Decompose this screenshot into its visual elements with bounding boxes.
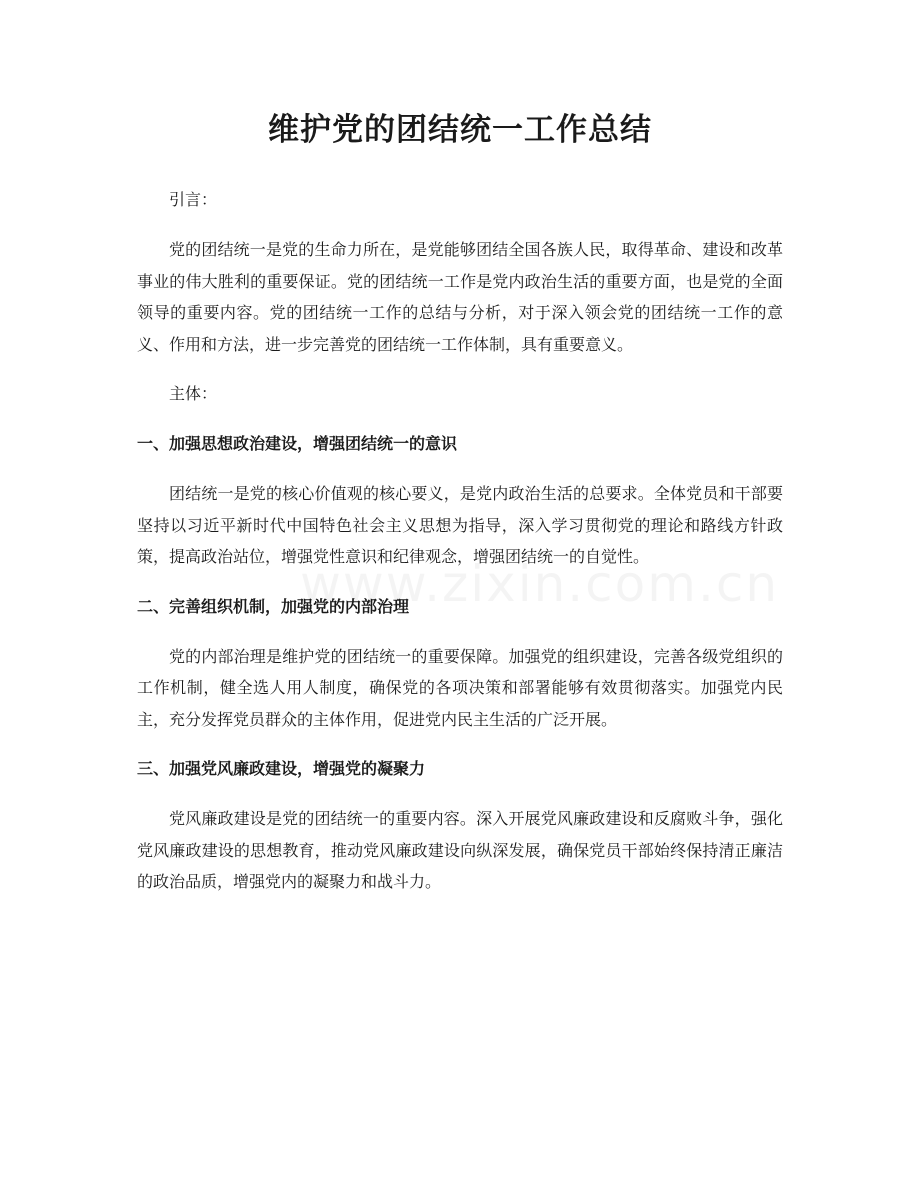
- section-heading: 三、加强党风廉政建设，增强党的凝聚力: [137, 759, 426, 778]
- intro-paragraph: 党的团结统一是党的生命力所在，是党能够团结全国各族人民，取得革命、建设和改革事业的伟大胜利的重要保证。党的团结统一工作是党内政治生活的重要方面，也是党的全面领导的重要内容。党的团结统一工作的总结与分析，对于深入领会党的团结统一工作的意义、作用和方法，进一步完善党的团结统一工作体制，具有重要意义。: [137, 240, 783, 354]
- section-heading: 二、完善组织机制，加强党的内部治理: [137, 596, 410, 616]
- section-paragraph: 党的内部治理是维护党的团结统一的重要保障。加强党的组织建设，完善各级党组织的工作机制，健全选人用人制度，确保党的各项决策和部署能够有效贯彻落实。加强党内民主，充分发挥党员群众的主体作用，促进党内民主生活的广泛开展。: [137, 646, 783, 729]
- document-body: [137, 184, 783, 916]
- section-2: [137, 591, 783, 736]
- section-paragraph: 党风廉政建设是党的团结统一的重要内容。深入开展党风廉政建设和反腐败斗争，强化党风廉政建设的思想教育，推动党风廉政建设向纵深发展，确保党员干部始终保持清正廉洁的政治品质，增强党内的凝聚力和战斗力。: [137, 809, 783, 891]
- section-3: [137, 753, 783, 898]
- body-label: 主体：: [169, 384, 218, 403]
- document-title: 维护党的团结统一工作总结: [268, 112, 652, 148]
- intro-label: 引言：: [169, 190, 218, 209]
- section-1: [137, 428, 783, 573]
- section-heading: 一、加强思想政治建设，增强团结统一的意识: [137, 434, 458, 453]
- section-paragraph: 团结统一是党的核心价值观的核心要义，是党内政治生活的总要求。全体党员和干部要坚持以习近平新时代中国特色社会主义思想为指导，深入学习贯彻党的理论和路线方针政策，提高政治站位，增强党性意识和纪律观念，增强团结统一的自觉性。: [137, 484, 783, 566]
